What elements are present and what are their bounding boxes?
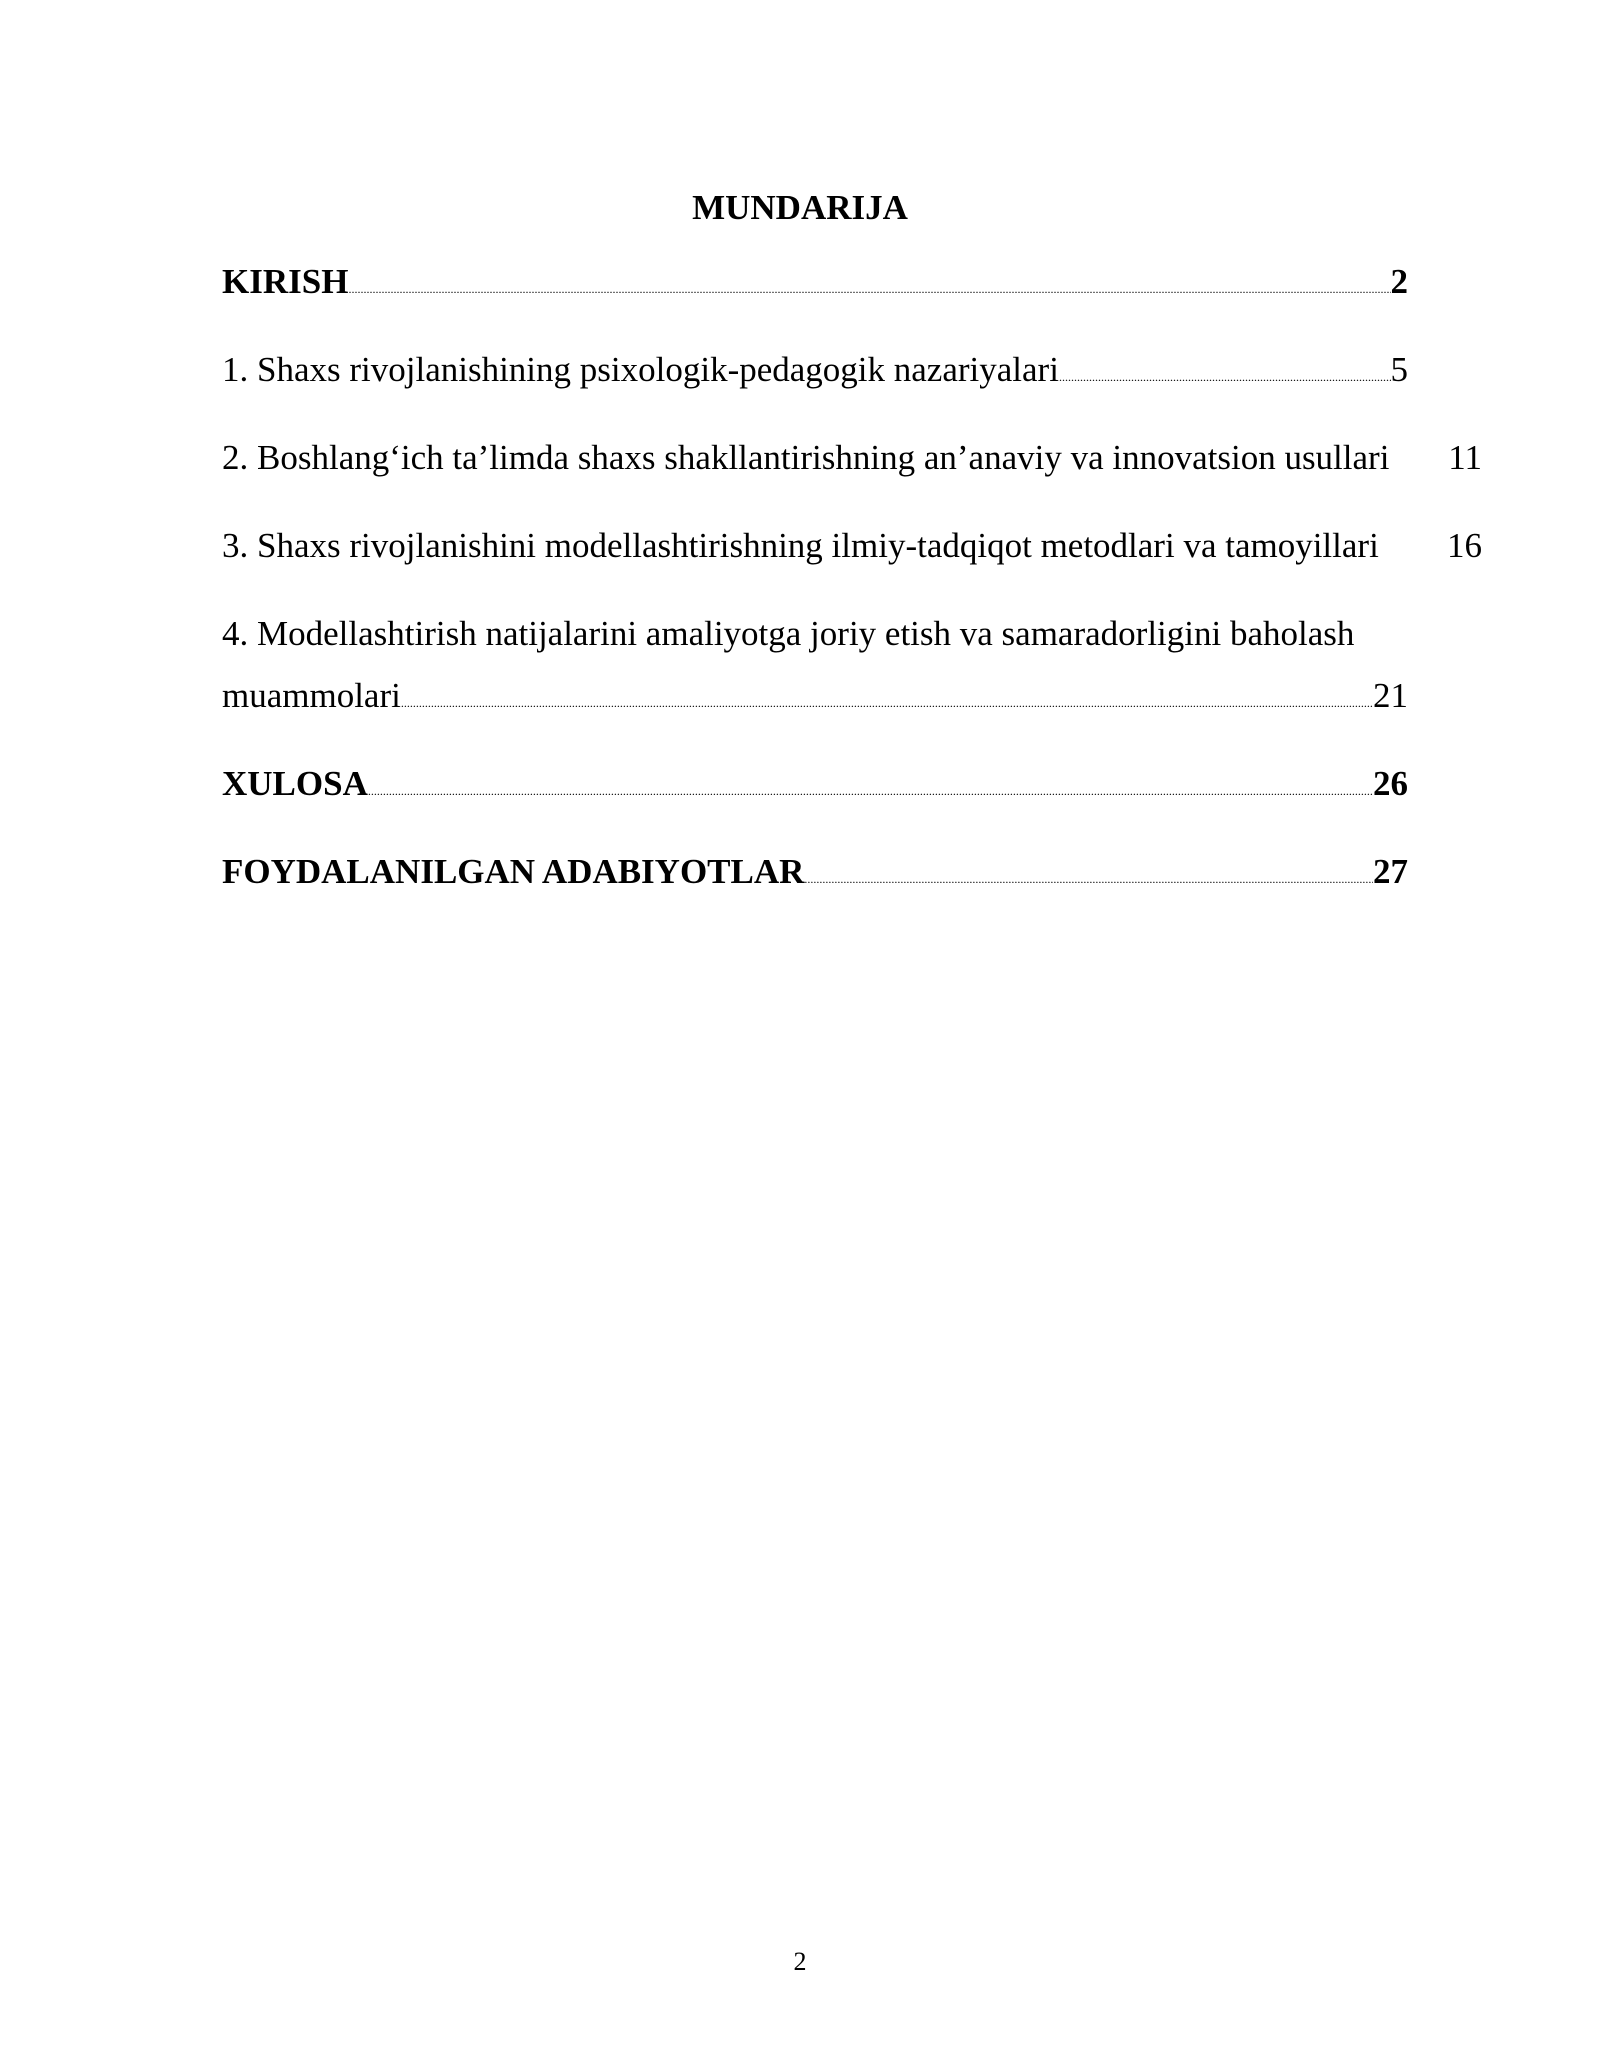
toc-dot-leader xyxy=(368,785,1373,797)
toc-dot-leader xyxy=(804,873,1373,885)
toc-entry-label: 2. Boshlang‘ich ta’limda shaxs shakllantirishning an’anaviy va innovatsion usullari xyxy=(222,438,1390,477)
toc-entry-page: 5 xyxy=(1390,350,1408,389)
toc-title: MUNDARIJA xyxy=(692,188,908,227)
toc-entry-3 xyxy=(222,524,1482,568)
page-number: 2 xyxy=(793,1947,807,1976)
toc-entry-2 xyxy=(222,436,1482,480)
toc-entry-xulosa xyxy=(222,762,1408,806)
toc-entry-4-line1: 4. Modellashtirish natijalarini amaliyotga joriy etish va samaradorligini baholash xyxy=(222,614,1355,653)
toc-dot-leader xyxy=(1059,371,1391,383)
toc-entry-page: 21 xyxy=(1373,676,1408,715)
toc-entry-kirish xyxy=(222,260,1408,304)
toc-entry-page: 11 xyxy=(1448,438,1482,477)
toc-entry-label: KIRISH xyxy=(222,262,349,301)
toc-entry-label: FOYDALANILGAN ADABIYOTLAR xyxy=(222,852,805,891)
toc-entry-label: muammolari xyxy=(222,676,401,715)
toc-dot-leader xyxy=(401,697,1373,709)
toc-entry-page: 27 xyxy=(1373,852,1408,891)
toc-entry-label: 1. Shaxs rivojlanishining psixologik-pedagogik nazariyalari xyxy=(222,350,1059,389)
toc-entry-label: XULOSA xyxy=(222,764,368,803)
toc-entry-label: 3. Shaxs rivojlanishini modellashtirishning ilmiy-tadqiqot metodlari va tamoyillari xyxy=(222,526,1379,565)
toc-dot-leader xyxy=(348,283,1390,295)
toc-entry-page: 26 xyxy=(1373,764,1408,803)
toc-entry-page: 2 xyxy=(1390,262,1408,301)
toc-entry-page: 16 xyxy=(1447,526,1482,565)
toc-entry-adabiyotlar xyxy=(222,850,1408,894)
toc-entry-1 xyxy=(222,348,1408,392)
toc-entry-4 xyxy=(222,674,1408,718)
